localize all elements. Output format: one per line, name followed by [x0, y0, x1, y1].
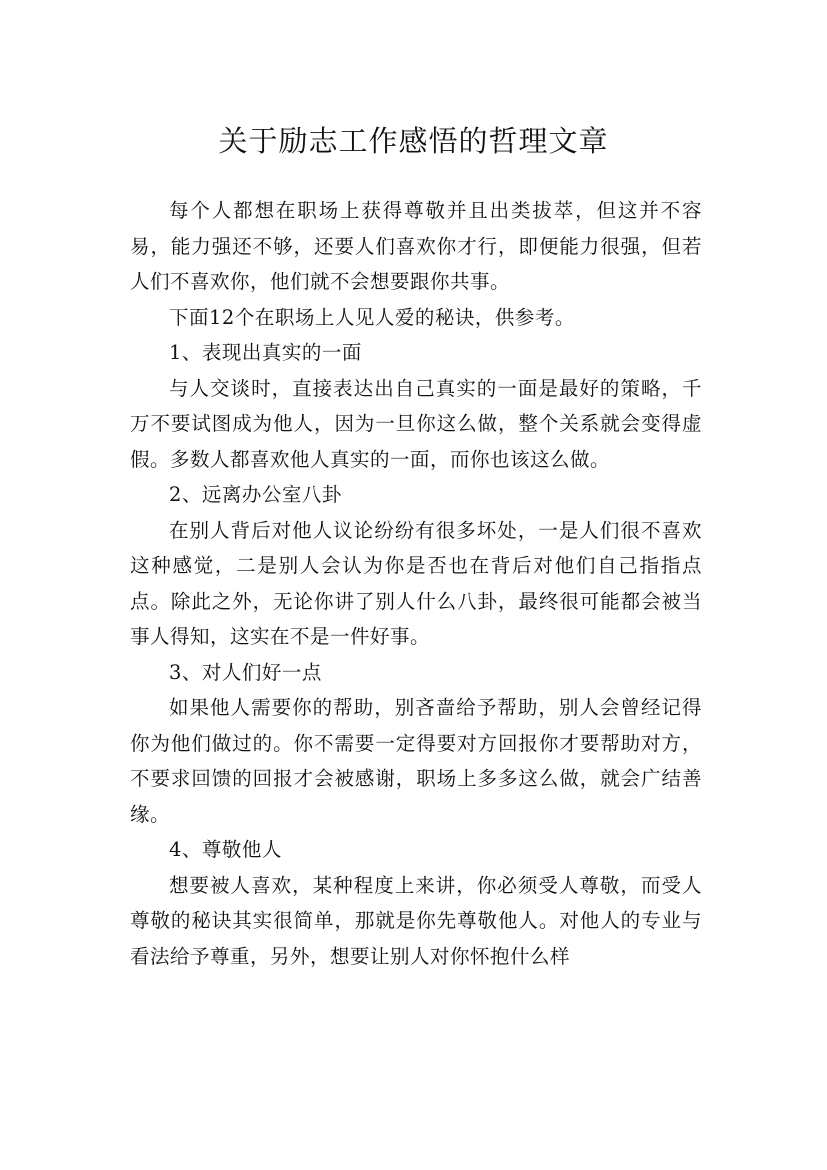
- section-heading-4: 4、尊敬他人: [169, 838, 282, 861]
- paragraph-summary: 下面12个在职场上人见人爱的秘诀，供参考。: [169, 305, 575, 329]
- section-text-1: 与人交谈时，直接表达出自己真实的一面是最好的策略，千万不要试图成为他人，因为一旦你这么做，整个关系就会变得虚假。多数人都喜欢他人真实的一面，而你也该这么做。: [130, 376, 702, 471]
- document-title: 关于励志工作感悟的哲理文章: [218, 124, 609, 159]
- section-text-2: 在别人背后对他人议论纷纷有很多坏处，一是人们很不喜欢这种感觉，二是别人会认为你是否也在背后对他们自己指指点点。除此之外，无论你讲了别人什么八卦，最终很可能都会被当事人得知，这实在不是一件好事。: [130, 518, 702, 648]
- section-text-4: 想要被人喜欢，某种程度上来讲，你必须受人尊敬，而受人尊敬的秘诀其实很简单，那就是你先尊敬他人。对他人的专业与看法给予尊重，另外，想要让别人对你怀抱什么样: [130, 873, 702, 968]
- section-heading-3: 3、对人们好一点: [169, 660, 322, 684]
- paragraph-intro: 每个人都想在职场上获得尊敬并且出类拔萃，但这并不容易，能力强还不够，还要人们喜欢你才行，即便能力很强，但若人们不喜欢你，他们就不会想要跟你共事。: [130, 199, 702, 293]
- section-heading-2: 2、远离办公室八卦: [169, 483, 342, 506]
- document-body: [130, 193, 702, 974]
- section-heading-1: 1、表现出真实的一面: [169, 341, 362, 364]
- section-text-3: 如果他人需要你的帮助，别吝啬给予帮助，别人会曾经记得你为他们做过的。你不需要一定得要对方回报你才要帮助对方，不要求回馈的回报才会被感谢，职场上多多这么做，就会广结善缘。: [130, 696, 702, 826]
